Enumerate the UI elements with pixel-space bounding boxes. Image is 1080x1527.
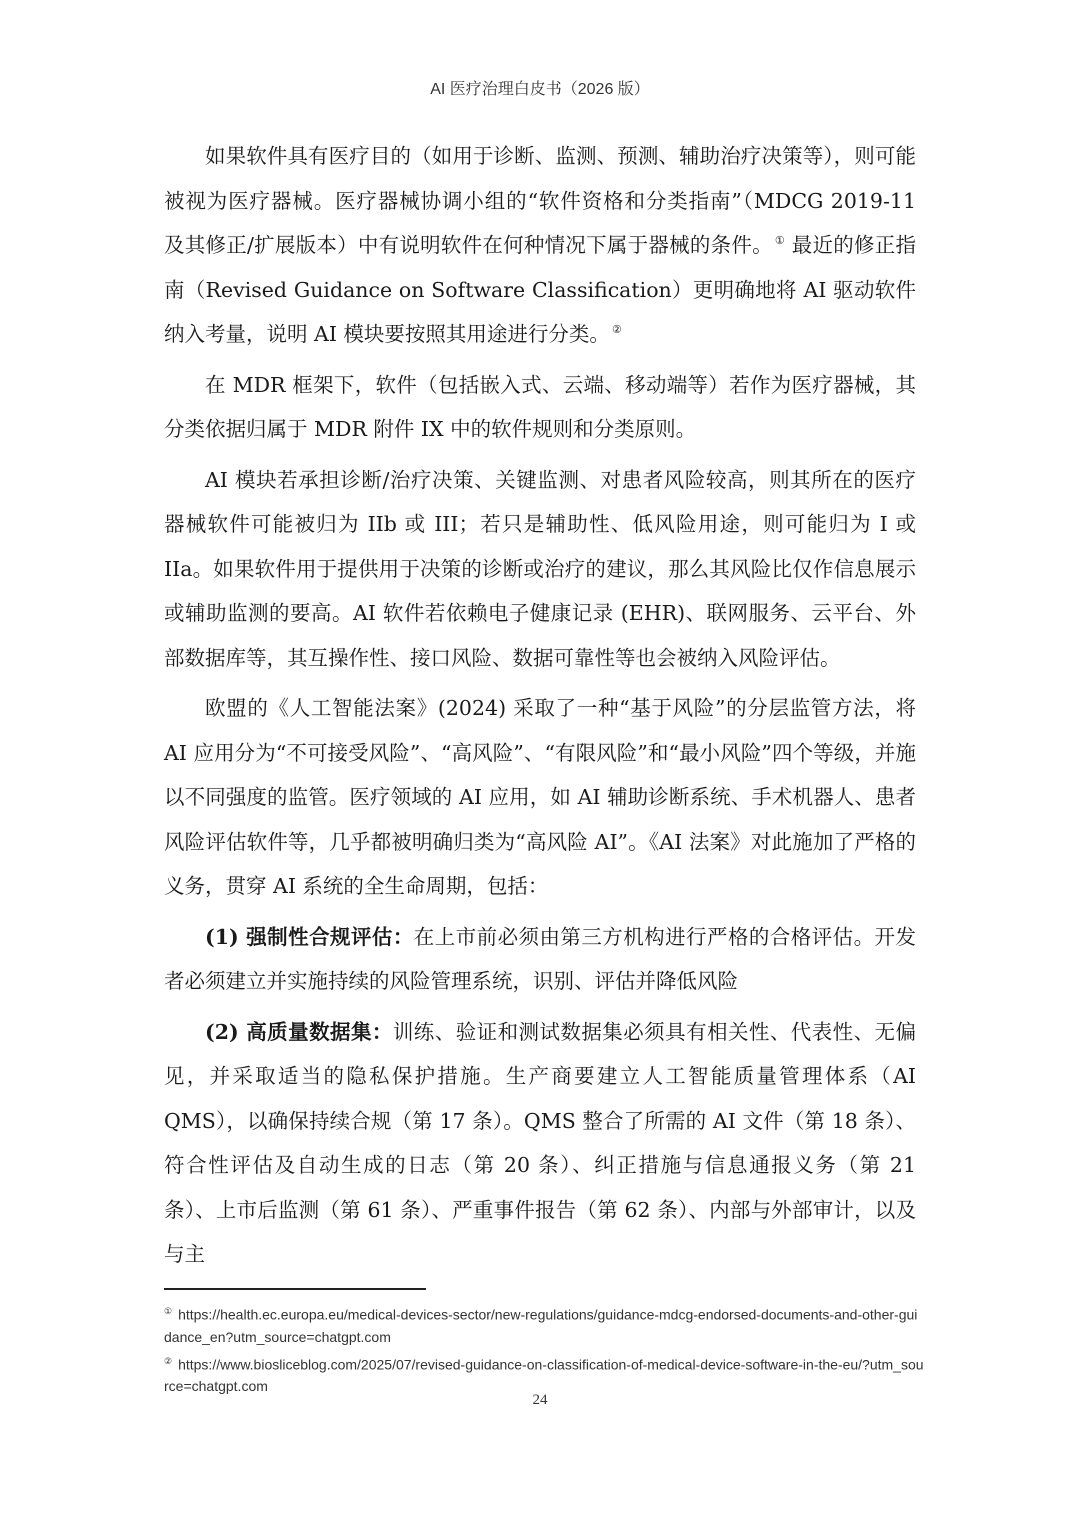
paragraph-risk-class: AI 模块若承担诊断/治疗决策、关键监测、对患者风险较高，则其所在的医疗器械软件可能被归为 IIb 或 III；若只是辅助性、低风险用途，则可能归为 I 或 IIa。如果软件用于提供用于决策的诊断或治疗的建议，那么其风险比仅作信息展示或辅助监测的要高。AI 软件若依赖电子健康记录 (EHR)、联网服务、云平台、外部数据库等，其互操作性、接口风险、数据可靠性等也会被纳入风险评估。 xyxy=(164,467,916,670)
paragraph-dataset xyxy=(164,1010,916,1277)
paragraph-mdr: 在 MDR 框架下，软件（包括嵌入式、云端、移动端等）若作为医疗器械，其分类依据归属于 MDR 附件 IX 中的软件规则和分类原则。 xyxy=(164,372,916,441)
item-heading: (2) 高质量数据集： xyxy=(205,1019,393,1044)
paragraph-text: 最近的修正指南（Revised Guidance on Software Classification）更明确地将 AI 驱动软件纳入考量，说明 AI 模块要按照其用途进行分类。 xyxy=(164,233,916,346)
footnote-1 xyxy=(164,1300,924,1348)
paragraph-ai-act: 欧盟的《人工智能法案》(2024) 采取了一种“基于风险”的分层监管方法，将 AI 应用分为“不可接受风险”、“高风险”、“有限风险”和“最小风险”四个等级，并施以不同强度的监管。医疗领域的 AI 应用，如 AI 辅助诊断系统、手术机器人、患者风险评估软件等，几乎都被明确归类为“高风险 AI”。《AI 法案》对此施加了严格的义务，贯穿 AI 系统的全生命周期，包括： xyxy=(164,696,916,898)
footnote-ref-2[interactable]: ② xyxy=(611,323,622,337)
footnote-2 xyxy=(164,1350,924,1398)
footnote-link[interactable]: https://www.biosliceblog.com/2025/07/revised-guidance-on-classification-of-medical-device-software-in-the-eu/?utm_source=chatgpt.com xyxy=(164,1356,924,1395)
footnote-ref-1[interactable]: ① xyxy=(774,234,785,248)
item-text: 训练、验证和测试数据集必须具有相关性、代表性、无偏见，并采取适当的隐私保护措施。生产商要建立人工智能质量管理体系（AI QMS），以确保持续合规（第 17 条）。QMS 整合了所需的 AI 文件（第 18 条）、符合性评估及自动生成的日志（第 20 条）、纠正措施与信息通报义务（第 21 条）、上市后监测（第 61 条）、严重事件报告（第 62 条）、内部与外部审计，以及与主 xyxy=(164,1019,916,1266)
footnote-link[interactable]: https://health.ec.europa.eu/medical-devices-sector/new-regulations/guidance-mdcg-endorsed-documents-and-other-guidance_en?utm_source=chatgpt.com xyxy=(164,1306,918,1345)
body-text xyxy=(164,134,916,1283)
paragraph-text: 如果软件具有医疗目的（如用于诊断、监测、预测、辅助治疗决策等），则可能被视为医疗器械。医疗器械协调小组的“软件资格和分类指南”（MDCG 2019-11 及其修正/扩展版本）中有说明软件在何种情况下属于器械的条件。 xyxy=(164,144,916,257)
paragraph-mdcg xyxy=(164,134,916,357)
item-text: 在上市前必须由第三方机构进行严格的合格评估。开发者必须建立并实施持续的风险管理系统，识别、评估并降低风险 xyxy=(164,924,916,993)
footnotes xyxy=(164,1300,924,1399)
item-heading: (1) 强制性合规评估： xyxy=(205,924,414,949)
footnote-mark: ② xyxy=(164,1355,173,1366)
page-number: 24 xyxy=(532,1392,548,1408)
running-header: AI 医疗治理白皮书（2026 版） xyxy=(430,81,650,98)
footnote-separator xyxy=(164,1288,426,1290)
paragraph-compliance xyxy=(164,915,916,1004)
footnote-mark: ① xyxy=(164,1306,173,1316)
